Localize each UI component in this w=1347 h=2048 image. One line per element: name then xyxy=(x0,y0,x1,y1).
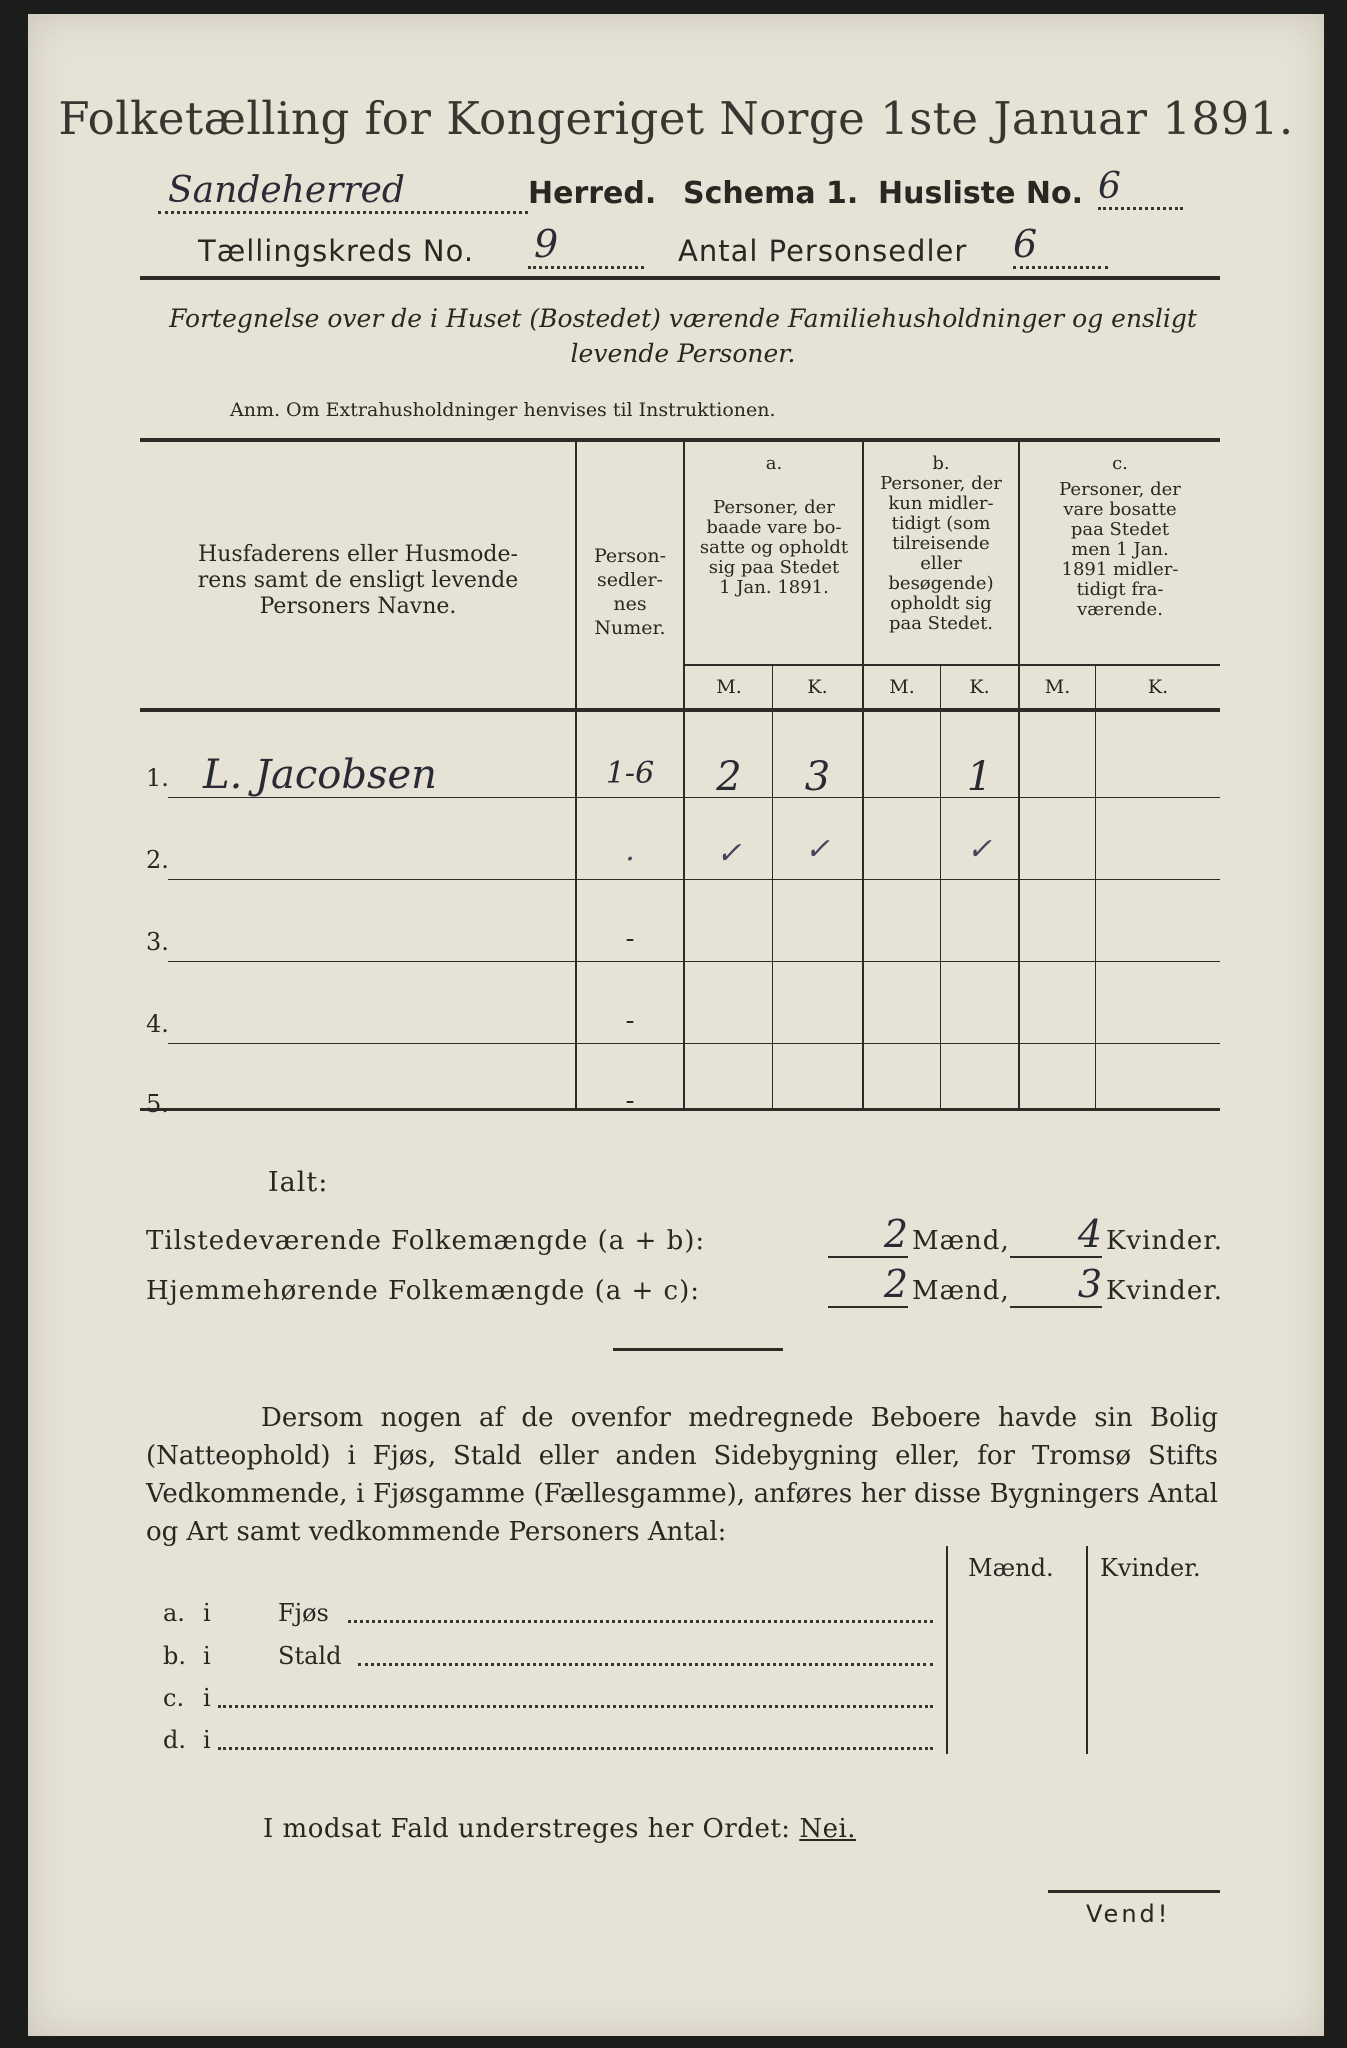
totals-line1-maend: Mænd, xyxy=(912,1226,1010,1256)
totals-line2-label: Hjemmehørende Folkemængde (a + c): xyxy=(146,1276,700,1306)
col-num-line: Person- xyxy=(593,545,667,567)
row-line-4 xyxy=(168,1043,1220,1044)
row-4-numer: - xyxy=(625,1006,635,1036)
item-label: Stald xyxy=(278,1642,342,1670)
col-b-letter: b. xyxy=(932,453,950,474)
building-vrule-1 xyxy=(946,1546,948,1754)
col-b-line: besøgende) xyxy=(888,573,994,594)
vend-rule xyxy=(1048,1890,1220,1893)
item-i: i xyxy=(203,1599,211,1627)
husliste-label: Husliste No. xyxy=(878,176,1083,211)
row-1-a-m: 2 xyxy=(716,754,742,800)
col-num-line: nes xyxy=(613,593,647,615)
col-a-line: satte og opholdt xyxy=(699,537,849,558)
col-b-line: tilreisende xyxy=(892,533,990,554)
col-c-line: 1891 midler- xyxy=(1061,559,1179,580)
row-3-numer: - xyxy=(625,924,635,954)
totals-line1-m: 2 xyxy=(828,1212,908,1258)
col-a-line: 1 Jan. 1891. xyxy=(719,577,829,598)
census-form-page xyxy=(28,14,1324,2036)
header-rule xyxy=(140,276,1220,280)
modsat-label: I modsat Fald understreges her Ordet: xyxy=(263,1814,791,1844)
kreds-label: Tællingskreds No. xyxy=(198,234,475,268)
totals-line1-k: 4 xyxy=(1010,1212,1102,1258)
mk-top-rule-a xyxy=(683,664,1220,666)
row-3-number: 3. xyxy=(146,928,169,956)
building-col-maend: Mænd. xyxy=(968,1554,1054,1582)
col-c-line: tidigt fra- xyxy=(1076,579,1164,600)
building-dots-a xyxy=(348,1620,933,1623)
row-1-name: L. Jacobsen xyxy=(203,752,437,798)
row-2-a-k: ✓ xyxy=(804,832,831,867)
herred-value: Sandeherred xyxy=(158,170,528,214)
col-c-letter: c. xyxy=(1112,453,1128,474)
col-c-line: paa Stedet xyxy=(1070,519,1170,540)
row-line-3 xyxy=(168,961,1220,962)
col-header-b xyxy=(864,454,1018,634)
vrule-name xyxy=(575,442,577,1108)
col-b-line: tidigt (som xyxy=(891,513,991,534)
item-letter: c. xyxy=(163,1684,185,1712)
mk-a-k: K. xyxy=(807,676,828,698)
col-name-line xyxy=(148,568,568,594)
building-item-d xyxy=(163,1726,211,1754)
personsedler-label: Antal Personsedler xyxy=(678,234,968,268)
subtitle-line1: Fortegnelse over de i Huset (Bostedet) værende Familiehusholdninger og ensligt xyxy=(169,304,1197,333)
col-a-line: sig paa Stedet xyxy=(708,557,840,578)
vend-label: Vend! xyxy=(1086,1900,1171,1928)
col-b-line: paa Stedet. xyxy=(888,613,994,634)
row-5-numer: - xyxy=(625,1086,635,1116)
col-c-line: vare bosatte xyxy=(1063,499,1177,520)
col-num-line: Numer. xyxy=(594,617,666,639)
row-2-b-k: ✓ xyxy=(966,832,993,867)
totals-line2-k: 3 xyxy=(1010,1262,1102,1308)
mk-c-m: M. xyxy=(1044,676,1071,698)
mk-a-m: M. xyxy=(716,676,742,698)
col-header-c xyxy=(1020,454,1220,620)
mk-b-m: M. xyxy=(889,676,915,698)
table-header-bottom-rule xyxy=(140,708,1220,712)
row-2-numer: · xyxy=(625,842,635,877)
row-1-numer: 1-6 xyxy=(605,756,655,791)
col-name-line: Personers Navne. xyxy=(259,594,457,619)
col-b-line: Personer, der xyxy=(880,473,1002,494)
building-vrule-2 xyxy=(1086,1546,1088,1754)
building-item-c xyxy=(163,1684,211,1712)
col-header-name xyxy=(148,542,568,620)
totals-line1-kvinder: Kvinder. xyxy=(1106,1226,1224,1256)
col-a-letter: a. xyxy=(765,453,783,474)
vrule-am xyxy=(772,666,773,1108)
vrule-cm xyxy=(1095,666,1096,1108)
totals-line2-kvinder: Kvinder. xyxy=(1106,1276,1224,1306)
form-title: Folketælling for Kongeriget Norge 1ste Januar 1891. xyxy=(58,92,1294,145)
item-label: Fjøs xyxy=(278,1599,329,1627)
col-header-num xyxy=(578,544,682,640)
col-c-line: værende. xyxy=(1077,599,1163,620)
col-a-line: baade vare bo- xyxy=(706,517,842,538)
col-c-line: Personer, der xyxy=(1059,479,1181,500)
row-1-b-k: 1 xyxy=(966,754,993,800)
schema-label: Schema 1. xyxy=(683,176,859,211)
husliste-value: 6 xyxy=(1098,166,1183,210)
mk-c-k: K. xyxy=(1147,676,1169,698)
row-1-number: 1. xyxy=(146,764,169,792)
building-dots-d xyxy=(218,1747,933,1750)
col-a-line: Personer, der xyxy=(713,497,835,518)
row-1-a-k: 3 xyxy=(804,754,831,800)
item-i: i xyxy=(203,1726,211,1754)
mk-b-k: K. xyxy=(969,676,990,698)
anm-note: Anm. Om Extrahusholdninger henvises til Instruktionen. xyxy=(230,399,776,421)
row-2-a-m: ✓ xyxy=(716,836,742,871)
ialt-label: Ialt: xyxy=(268,1167,329,1198)
vrule-num xyxy=(683,442,685,1108)
herred-label: Herred. xyxy=(528,176,657,211)
col-name-text: rens samt de ensligt levende xyxy=(197,568,519,593)
row-5-number: 5. xyxy=(146,1090,169,1118)
row-2-number: 2. xyxy=(146,846,169,874)
totals-line2-m: 2 xyxy=(828,1262,908,1308)
item-letter: a. xyxy=(163,1599,185,1627)
subtitle-line2: levende Personer. xyxy=(570,339,796,368)
col-b-line: opholdt sig xyxy=(890,593,992,614)
col-num-line: sedler- xyxy=(597,569,663,591)
col-header-a xyxy=(686,454,862,598)
col-name-line: Husfaderens eller Husmode- xyxy=(198,542,518,567)
row-4-number: 4. xyxy=(146,1010,169,1038)
totals-line1-label: Tilstedeværende Folkemængde (a + b): xyxy=(146,1226,706,1256)
item-i: i xyxy=(203,1684,211,1712)
col-b-line: eller xyxy=(920,553,962,574)
row-line-2 xyxy=(168,879,1220,880)
item-letter: d. xyxy=(163,1726,186,1754)
kreds-value: 9 xyxy=(528,222,644,269)
table-top-rule xyxy=(140,438,1220,442)
building-dots-b xyxy=(358,1663,933,1666)
modsat-text xyxy=(263,1814,856,1844)
building-dots-c xyxy=(218,1705,933,1708)
item-i: i xyxy=(203,1642,211,1670)
personsedler-value: 6 xyxy=(1013,222,1108,269)
nei-word: Nei. xyxy=(799,1814,857,1844)
building-col-kvinder: Kvinder. xyxy=(1100,1554,1201,1582)
col-c-line: men 1 Jan. xyxy=(1071,539,1169,560)
separator-short xyxy=(613,1348,783,1351)
totals-line2-maend: Mænd, xyxy=(912,1276,1010,1306)
col-b-line: kun midler- xyxy=(888,493,994,514)
item-letter: b. xyxy=(163,1642,186,1670)
building-paragraph: Dersom nogen af de ovenfor medregnede Beboere havde sin Bolig (Natteophold) i Fjøs, Stald eller anden Sidebygning eller, for Tromsø Stifts Vedkommende, i Fjøsgamme (Fællesgamme), anføres her disse Bygningers Antal og Art samt vedkommende Personers Antal: xyxy=(146,1403,1218,1547)
vrule-bm xyxy=(940,666,941,1108)
